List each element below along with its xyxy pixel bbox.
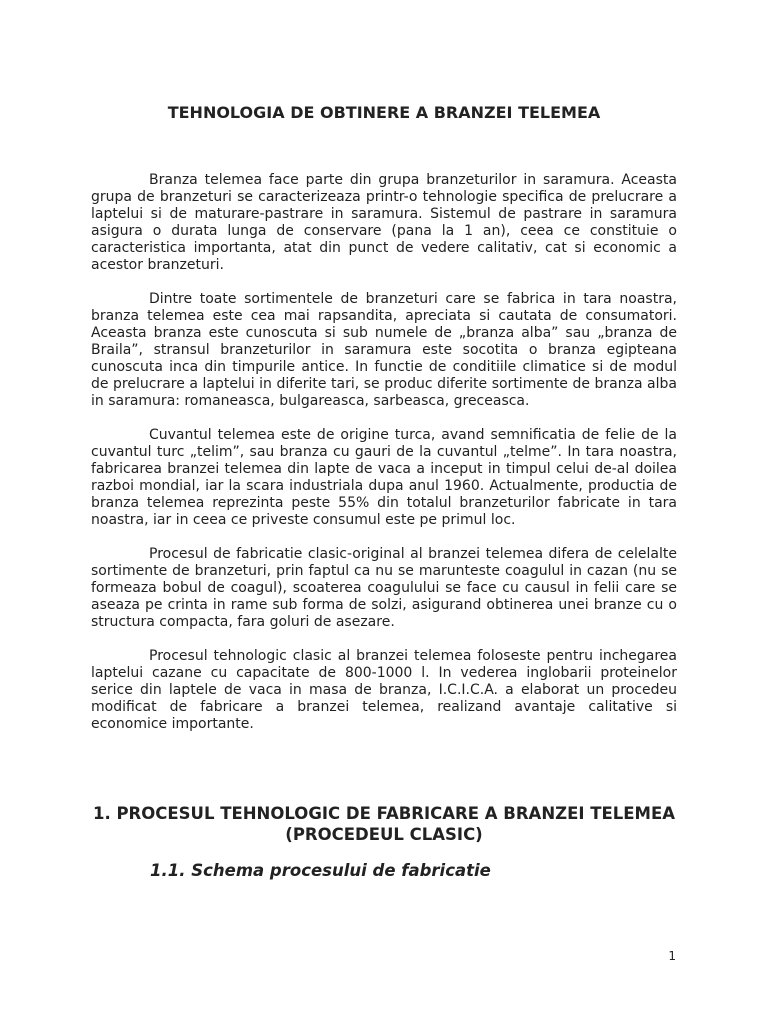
document-body [91, 172, 677, 750]
document-title: TEHNOLOGIA DE OBTINERE A BRANZEI TELEMEA [167, 103, 601, 122]
section-heading: 1. PROCESUL TEHNOLOGIC DE FABRICARE A BRANZEI TELEMEA (PROCEDEUL CLASIC) [92, 804, 676, 844]
page-number: 1 [668, 949, 676, 963]
paragraph-proces-clasic: Procesul de fabricatie clasic-original al branzei telemea difera de celelalte sortimente de branzeturi, prin faptul ca nu se marunteste coagulul in cazan (nu se formeaza bobul de coagul), scoaterea coagulului se face cu causul in felii care se aseaza pe crinta in rame sub forma de solzi, asigurand obtinerea unei branze cu o structura compacta, fara goluri de asezare. [91, 546, 677, 630]
paragraph-intro: Branza telemea face parte din grupa branzeturilor in saramura. Aceasta grupa de branzeturi se caracterizeaza printr-o tehnologie specifica de prelucrare a laptelui si de maturare-pastrare in saramura. Sistemul de pastrare in saramura asigura o durata lunga de conservare (pana la 1 an), ceea ce constituie o caracteristica importanta, atat din punct de vedere calitativ, cat si economic a acestor branzeturi. [91, 172, 677, 273]
subsection-heading: 1.1. Schema procesului de fabricatie [150, 861, 491, 880]
paragraph-origine: Cuvantul telemea este de origine turca, avand semnificatia de felie de la cuvantul turc „telim”, sau branza cu gauri de la cuvantul „telme”. In tara noastra, fabricarea branzei telemea din lapte de vaca a inceput in timpul celui de-al doilea razboi mondial, iar la scara industriala dupa anul 1960. Actualmente, productia de branza telemea reprezinta peste 55% din totalul branzeturilor fabricate in tara noastra, iar in ceea ce priveste consumul este pe primul loc. [91, 427, 677, 528]
paragraph-procedeu-modificat: Procesul tehnologic clasic al branzei telemea foloseste pentru inchegarea laptelui cazane cu capacitate de 800-1000 l. In vederea inglobarii proteinelor serice din laptele de vaca in masa de branza, I.C.I.C.A. a elaborat un procedeu modificat de fabricare a branzei telemea, realizand avantaje calitative si economice importante. [91, 648, 677, 732]
paragraph-sortimente: Dintre toate sortimentele de branzeturi care se fabrica in tara noastra, branza telemea este cea mai rapsandita, apreciata si cautata de consumatori. Aceasta branza este cunoscuta si sub numele de „branza alba” sau „branza de Braila”, stransul branzeturilor in saramura este socotita o branza egipteana cunoscuta inca din timpurile antice. In functie de conditiile climatice si de modul de prelucrare a laptelui in diferite tari, se produc diferite sortimente de branza alba in saramura: romaneasca, bulgareasca, sarbeasca, greceasca. [91, 291, 677, 409]
